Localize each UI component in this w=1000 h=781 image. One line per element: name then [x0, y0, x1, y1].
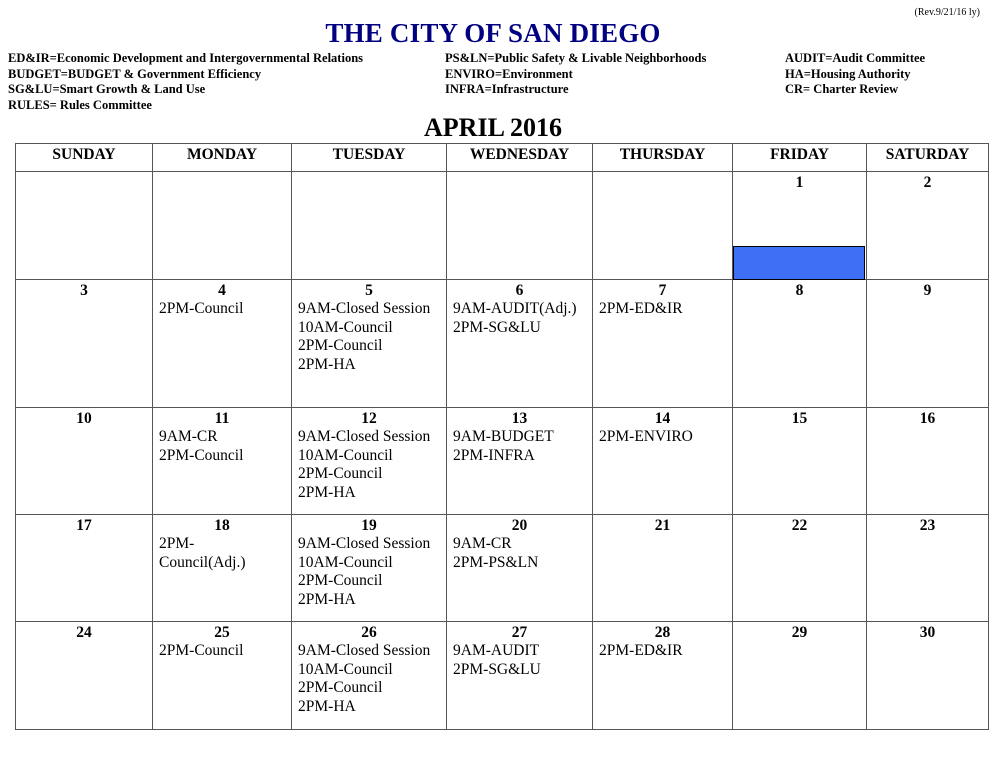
legend-item: CR= Charter Review: [785, 82, 899, 96]
event-list: [153, 642, 291, 661]
legend-column-1: [8, 51, 363, 113]
day-cell: [593, 622, 733, 730]
event-item: 2PM-HA: [298, 356, 356, 374]
event-item: 2PM-ED&IR: [599, 300, 683, 317]
legend-item: ED&IR=Economic Development and Intergovernmental Relations: [8, 51, 364, 65]
event-item: 2PM-INFRA: [453, 446, 535, 464]
day-number: 3: [80, 282, 88, 299]
event-item: 2PM-Council: [298, 572, 383, 590]
day-number: 9: [923, 282, 932, 299]
day-number: [16, 172, 152, 174]
weekday-header: SATURDAY: [867, 144, 989, 172]
day-number: 17: [76, 517, 92, 534]
day-cell: [447, 515, 593, 622]
event-item: 9AM-AUDIT: [453, 642, 540, 659]
day-cell: [153, 622, 292, 730]
legend-item: RULES= Rules Committee: [8, 97, 152, 112]
event-item: 2PM-Council: [159, 642, 244, 659]
day-cell: [153, 408, 292, 515]
day-number: 26: [361, 624, 377, 641]
day-number: 4: [218, 282, 226, 299]
weekday-header: THURSDAY: [593, 144, 733, 172]
day-number: 18: [214, 517, 230, 534]
legend-item: INFRA=Infrastructure: [445, 82, 569, 96]
event-list: [447, 428, 592, 465]
event-item: 9AM-Closed Session: [298, 428, 431, 445]
day-number: 24: [76, 624, 92, 641]
event-item: 2PM-Council: [298, 337, 383, 355]
day-cell: [733, 408, 867, 515]
event-item: 9AM-Closed Session: [298, 642, 431, 659]
day-cell: [593, 408, 733, 515]
event-item: 9AM-CR: [159, 428, 218, 445]
event-list: [447, 535, 592, 572]
day-cell: [16, 280, 153, 408]
day-cell: [867, 172, 989, 280]
legend-column-3: [785, 51, 925, 98]
event-item: 2PM-SG&LU: [453, 660, 541, 678]
day-cell: [292, 172, 447, 280]
day-number: 21: [654, 517, 671, 534]
day-cell: [16, 172, 153, 280]
day-cell: [733, 622, 867, 730]
event-item: 2PM-ED&IR: [599, 642, 683, 659]
weekday-header: MONDAY: [153, 144, 292, 172]
day-number: 12: [361, 410, 377, 427]
weekday-header: FRIDAY: [733, 144, 867, 172]
event-list: [153, 300, 291, 319]
event-item: 10AM-Council: [298, 660, 393, 678]
day-cell: [153, 172, 292, 280]
day-cell: [292, 515, 447, 622]
day-number: 25: [214, 624, 230, 641]
day-cell: [593, 172, 733, 280]
day-number: 1: [795, 174, 804, 191]
weekday-header: WEDNESDAY: [447, 144, 593, 172]
day-number: [153, 172, 291, 174]
day-number: 28: [654, 624, 671, 641]
day-number: 16: [919, 410, 936, 427]
day-cell: [733, 172, 867, 280]
event-item: 9AM-BUDGET: [453, 428, 554, 445]
day-number: [447, 172, 592, 174]
event-item: 9AM-AUDIT(Adj.): [453, 300, 577, 317]
day-cell: [593, 280, 733, 408]
day-number: 13: [511, 410, 528, 427]
legend-column-2: [445, 51, 706, 98]
day-cell: [16, 622, 153, 730]
legend: [8, 51, 988, 113]
day-cell: [867, 408, 989, 515]
event-list: [292, 642, 446, 717]
day-cell: [153, 280, 292, 408]
day-cell: [733, 515, 867, 622]
day-cell: [447, 408, 593, 515]
day-number: 6: [515, 282, 524, 299]
day-cell: [16, 408, 153, 515]
event-item: 2PM-: [159, 535, 195, 552]
day-number: 20: [511, 517, 528, 534]
day-cell: [733, 280, 867, 408]
day-number: 5: [365, 282, 373, 299]
event-item: 2PM-Council: [159, 300, 244, 317]
day-number: 27: [511, 624, 528, 641]
event-item: 10AM-Council: [298, 446, 393, 464]
day-number: 15: [791, 410, 808, 427]
day-cell: [292, 622, 447, 730]
event-list: [447, 642, 592, 679]
legend-item: BUDGET=BUDGET & Government Efficiency: [8, 66, 262, 81]
event-item: 2PM-SG&LU: [453, 318, 541, 336]
day-number: 19: [361, 517, 377, 534]
event-list: [593, 642, 732, 661]
day-number: 14: [654, 410, 671, 427]
week-row: [16, 280, 989, 408]
day-cell: [867, 280, 989, 408]
highlight-block: [733, 246, 865, 280]
weekday-header: TUESDAY: [292, 144, 447, 172]
event-item: 2PM-HA: [298, 591, 356, 609]
day-number: 29: [791, 624, 808, 641]
day-number: 11: [214, 410, 230, 427]
weekday-header-row: [16, 144, 989, 172]
weekday-header: SUNDAY: [16, 144, 153, 172]
week-row: [16, 172, 989, 280]
day-cell: [867, 622, 989, 730]
week-row: [16, 408, 989, 515]
day-number: 8: [795, 282, 804, 299]
day-number: 23: [919, 517, 936, 534]
legend-item: HA=Housing Authority: [785, 66, 911, 81]
event-item: 2PM-ENVIRO: [599, 428, 693, 445]
day-cell: [447, 172, 593, 280]
legend-item: PS&LN=Public Safety & Livable Neighborhoods: [445, 51, 707, 65]
day-cell: [292, 280, 447, 408]
event-item: Council(Adj.): [159, 553, 246, 571]
event-item: 9AM-Closed Session: [298, 535, 431, 552]
legend-item: ENVIRO=Environment: [445, 66, 573, 81]
day-cell: [16, 515, 153, 622]
calendar-grid: [15, 143, 989, 730]
event-item: 2PM-Council: [159, 446, 244, 464]
event-item: 10AM-Council: [298, 553, 393, 571]
day-cell: [447, 622, 593, 730]
day-cell: [447, 280, 593, 408]
event-item: 2PM-HA: [298, 698, 356, 716]
event-item: 2PM-Council: [298, 465, 383, 483]
event-list: [593, 428, 732, 447]
event-item: 9AM-CR: [453, 535, 512, 552]
revision-note: (Rev.9/21/16 ly): [914, 7, 980, 18]
event-list: [593, 300, 732, 319]
day-cell: [153, 515, 292, 622]
event-list: [292, 428, 446, 503]
day-number: 22: [791, 517, 808, 534]
month-title: APRIL 2016: [424, 113, 562, 142]
day-number: [593, 172, 732, 174]
week-row: [16, 622, 989, 730]
event-list: [292, 535, 446, 610]
event-item: 9AM-Closed Session: [298, 300, 431, 317]
day-number: 2: [923, 174, 932, 191]
event-item: 2PM-HA: [298, 484, 356, 502]
day-cell: [292, 408, 447, 515]
week-row: [16, 515, 989, 622]
legend-item: AUDIT=Audit Committee: [785, 51, 926, 65]
event-item: 2PM-Council: [298, 679, 383, 697]
day-cell: [593, 515, 733, 622]
event-list: [447, 300, 592, 337]
page-title: THE CITY OF SAN DIEGO: [325, 18, 661, 48]
day-number: [292, 172, 446, 174]
day-number: 10: [76, 410, 92, 427]
event-list: [153, 535, 291, 572]
event-list: [292, 300, 446, 375]
legend-item: SG&LU=Smart Growth & Land Use: [8, 82, 206, 96]
event-item: 10AM-Council: [298, 318, 393, 336]
event-list: [153, 428, 291, 465]
event-item: 2PM-PS&LN: [453, 553, 539, 571]
day-number: 30: [919, 624, 936, 641]
day-number: 7: [658, 282, 667, 299]
day-cell: [867, 515, 989, 622]
